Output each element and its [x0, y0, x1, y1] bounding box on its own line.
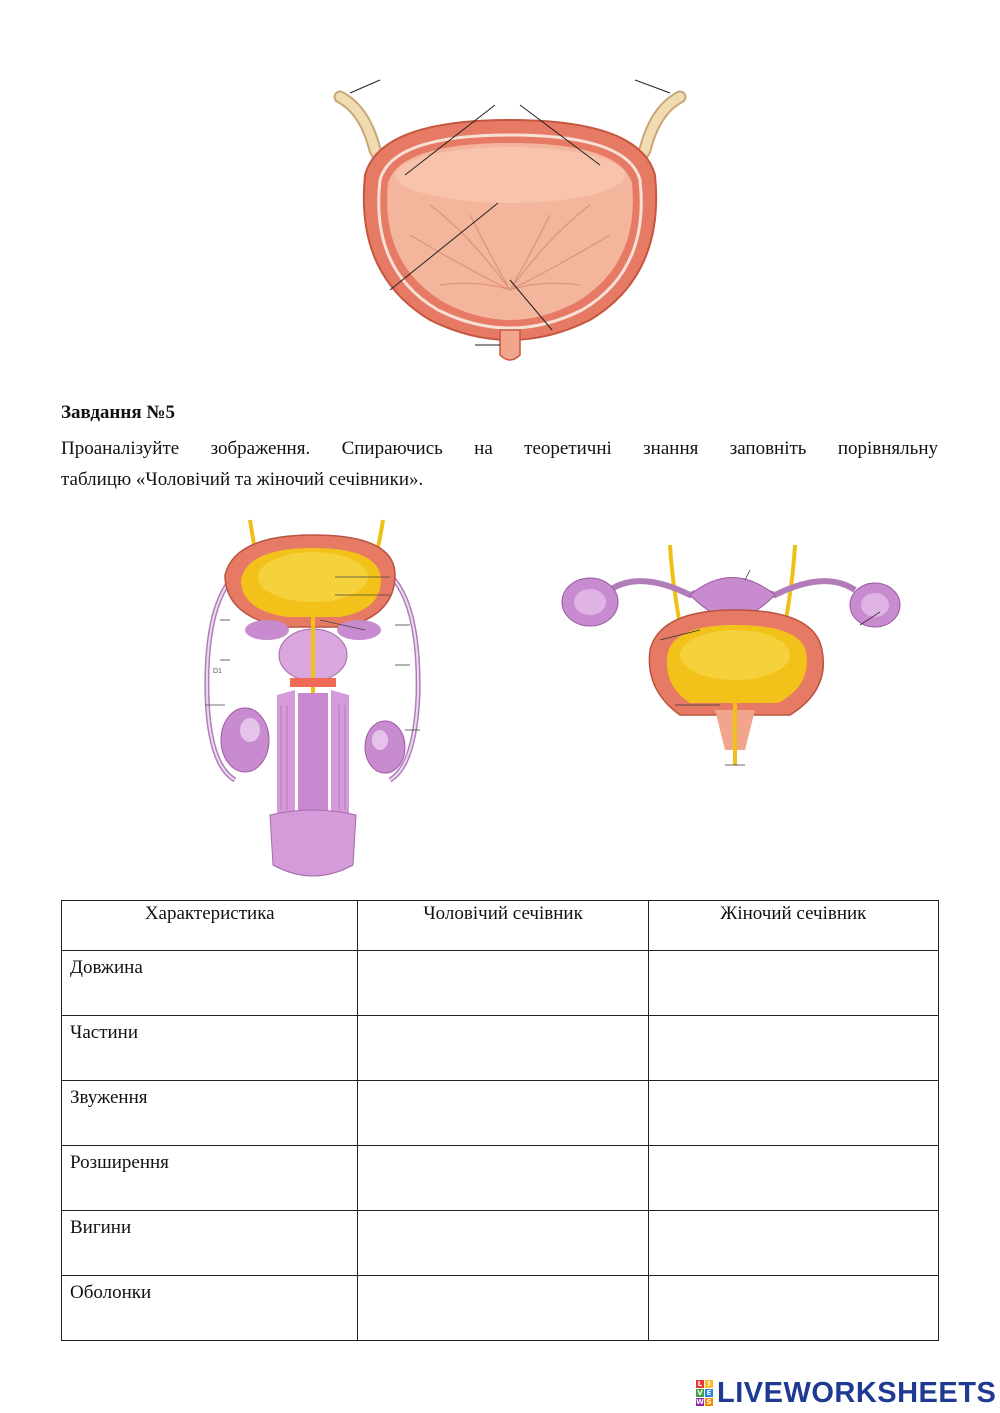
cell-female-widenings[interactable]: [648, 1146, 938, 1211]
logo-letter: E: [706, 1389, 712, 1397]
female-urinary-system-illustration: [550, 540, 920, 775]
table-row: [62, 951, 939, 1016]
header-female-urethra: Жіночий сечівник: [648, 901, 938, 951]
liveworksheets-logo-icon: [696, 1380, 713, 1406]
cell-male-membranes[interactable]: [358, 1276, 648, 1341]
task-title: Завдання №5: [61, 402, 175, 423]
table-row: [62, 1146, 939, 1211]
row-label-parts: Частини: [62, 1016, 358, 1081]
logo-letter: I: [705, 1380, 713, 1388]
male-small-label: D1: [213, 668, 222, 675]
cell-male-curves[interactable]: [358, 1211, 648, 1276]
table-row: [62, 1211, 939, 1276]
row-label-narrowings: Звуження: [62, 1081, 358, 1146]
table-header-row: [62, 901, 939, 951]
bladder-section-illustration: [320, 75, 700, 370]
table-row: [62, 1016, 939, 1081]
cell-female-membranes[interactable]: [648, 1276, 938, 1341]
logo-letter: W: [696, 1398, 704, 1406]
liveworksheets-brand: [696, 1376, 996, 1410]
comparison-table: [61, 900, 939, 1341]
row-label-length: Довжина: [62, 951, 358, 1016]
logo-letter: V: [697, 1389, 703, 1397]
logo-letter: S: [706, 1398, 712, 1406]
cell-female-parts[interactable]: [648, 1016, 938, 1081]
row-label-widenings: Розширення: [62, 1146, 358, 1211]
row-label-curves: Вигини: [62, 1211, 358, 1276]
brand-text: LIVEWORKSHEETS: [717, 1376, 997, 1409]
table-row: [62, 1276, 939, 1341]
cell-male-parts[interactable]: [358, 1016, 648, 1081]
task-text-line-1: Проаналізуйте зображення. Спираючись на теоретичні знання заповніть порівняльну: [61, 438, 938, 459]
male-urinary-system-illustration: [195, 515, 430, 885]
cell-male-widenings[interactable]: [358, 1146, 648, 1211]
cell-female-curves[interactable]: [648, 1211, 938, 1276]
logo-letter: L: [697, 1380, 703, 1388]
task-text-line-2: таблицю «Чоловічий та жіночий сечівники».: [61, 469, 424, 490]
cell-male-length[interactable]: [358, 951, 648, 1016]
header-male-urethra: Чоловічий сечівник: [358, 901, 648, 951]
cell-female-length[interactable]: [648, 951, 938, 1016]
table-row: [62, 1081, 939, 1146]
cell-male-narrowings[interactable]: [358, 1081, 648, 1146]
header-characteristic: Характеристика: [62, 901, 358, 951]
task-instructions: [61, 433, 938, 495]
row-label-membranes: Оболонки: [62, 1276, 358, 1341]
cell-female-narrowings[interactable]: [648, 1081, 938, 1146]
